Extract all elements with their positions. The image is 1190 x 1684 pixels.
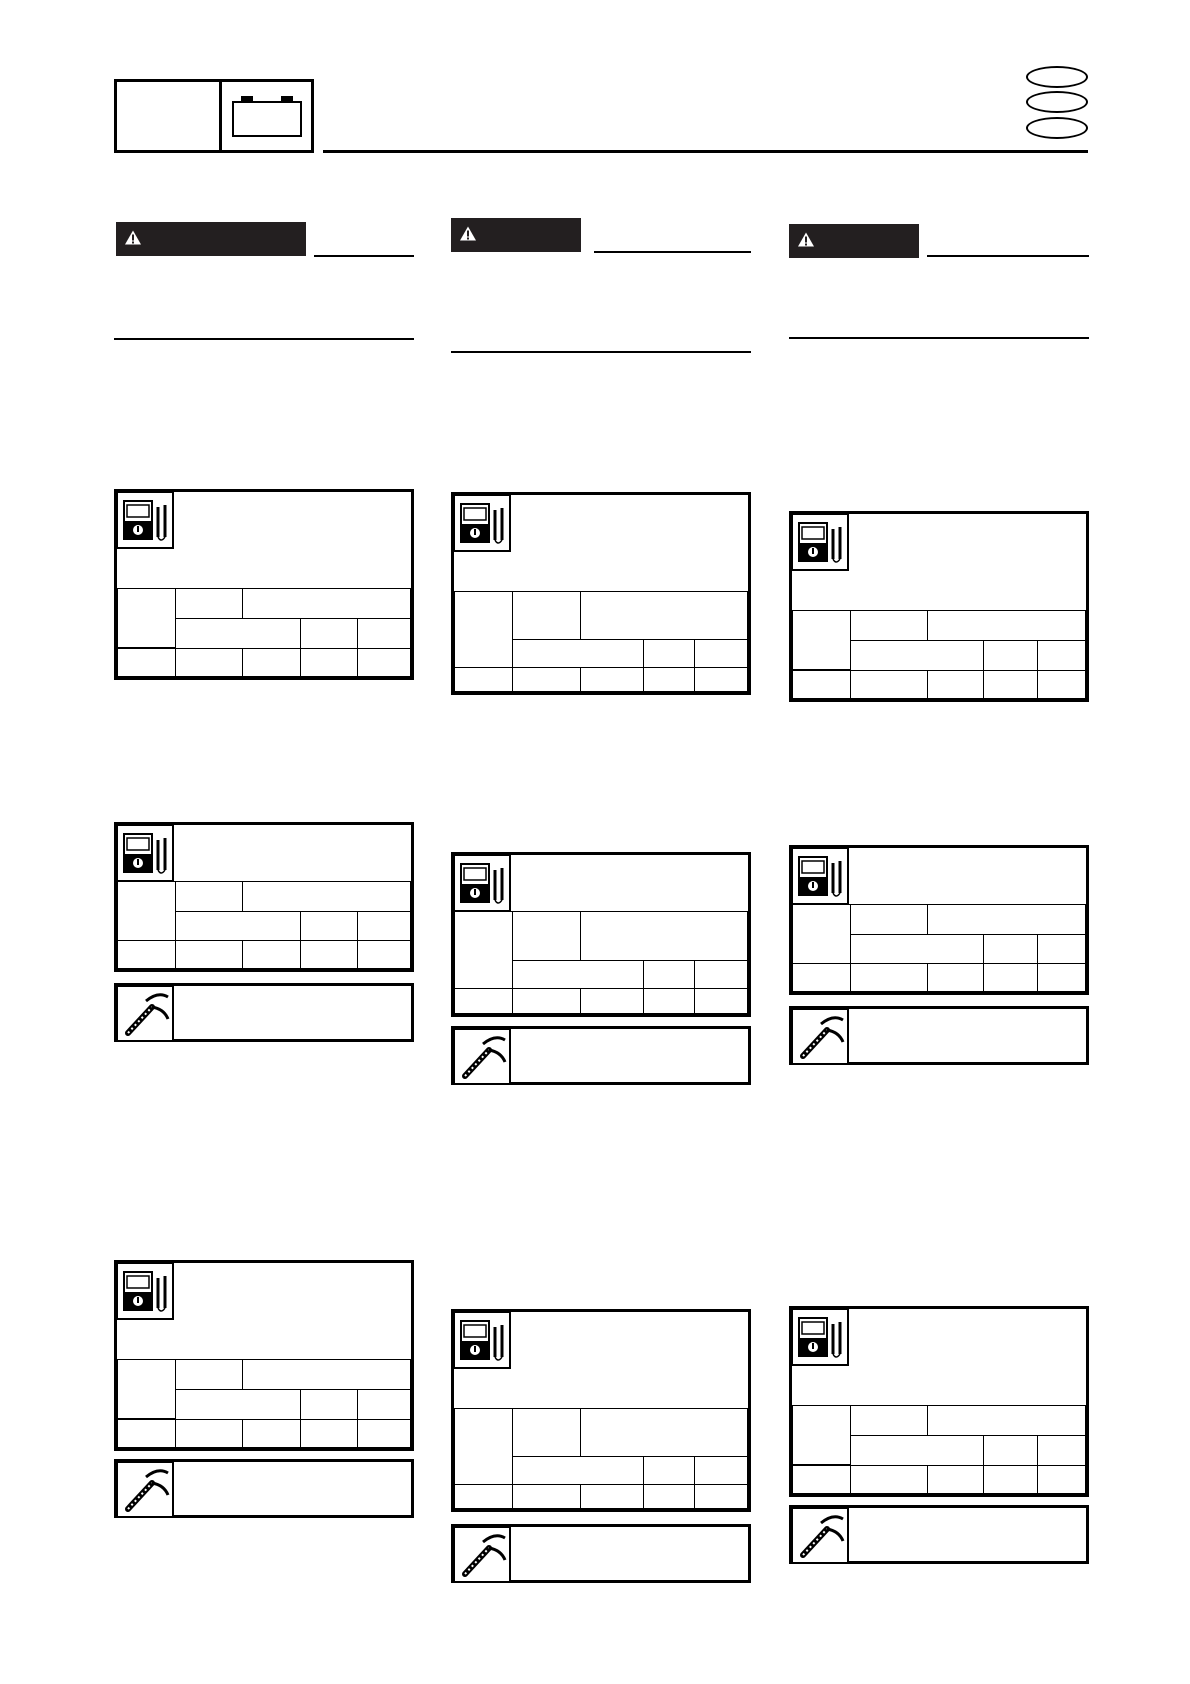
spec-cell xyxy=(927,963,984,992)
spec-cell xyxy=(983,963,1038,992)
spec-cell xyxy=(643,1484,695,1509)
tool-box xyxy=(114,983,414,1042)
spec-cell xyxy=(357,911,411,941)
spec-cell xyxy=(357,618,411,649)
battery-icon xyxy=(231,94,303,138)
spec-cell xyxy=(580,988,644,1014)
spec-cell xyxy=(117,588,176,648)
spec-cell xyxy=(580,1484,644,1509)
spec-cell xyxy=(850,963,928,992)
multimeter-icon xyxy=(453,1311,511,1369)
specification-box xyxy=(789,1306,1089,1497)
multimeter-icon xyxy=(116,824,174,882)
spec-cell xyxy=(1037,934,1086,964)
warning-bottom-rule xyxy=(789,337,1089,339)
multimeter-icon xyxy=(453,494,511,552)
spec-cell xyxy=(357,1389,411,1420)
spec-cell xyxy=(512,1456,644,1485)
spec-cell xyxy=(694,1484,748,1509)
spec-cell xyxy=(792,670,851,699)
spec-cell xyxy=(580,591,748,640)
spec-cell xyxy=(512,988,581,1014)
warning-label xyxy=(451,218,581,252)
tool-box xyxy=(451,1026,751,1085)
spec-cell xyxy=(512,960,644,989)
spec-cell xyxy=(850,1405,928,1436)
spec-cell xyxy=(927,904,1086,935)
spec-cell xyxy=(117,1419,176,1448)
warning-block xyxy=(789,224,1089,344)
spec-cell xyxy=(850,670,928,699)
spec-cell xyxy=(300,1389,358,1420)
spec-cell xyxy=(694,639,748,668)
spec-cell xyxy=(242,1359,411,1390)
spec-cell xyxy=(242,648,301,677)
specification-box xyxy=(789,511,1089,702)
spec-cell xyxy=(175,1389,301,1420)
spec-cell xyxy=(300,940,358,969)
spec-cell xyxy=(117,648,176,677)
warning-bottom-rule xyxy=(451,351,751,353)
wrench-icon xyxy=(453,1028,511,1085)
spec-cell xyxy=(792,610,851,670)
specification-box xyxy=(451,852,751,1017)
chapter-tab xyxy=(114,79,314,153)
spec-cell xyxy=(117,1359,176,1419)
spec-cell xyxy=(792,1405,851,1465)
spec-cell xyxy=(512,911,581,961)
tool-box xyxy=(789,1505,1089,1564)
spec-cell xyxy=(242,881,411,912)
spec-cell xyxy=(927,1405,1086,1436)
language-marker-3 xyxy=(1026,117,1088,139)
spec-cell xyxy=(580,1408,748,1457)
spec-cell xyxy=(850,904,928,935)
spec-cell xyxy=(175,618,301,649)
warning-top-rule xyxy=(314,255,414,257)
spec-cell xyxy=(175,881,243,912)
language-marker-1 xyxy=(1026,66,1088,88)
multimeter-icon xyxy=(791,513,849,571)
spec-cell xyxy=(1037,1435,1086,1466)
warning-top-rule xyxy=(594,251,751,253)
warning-triangle-icon xyxy=(459,226,477,245)
spec-cell xyxy=(850,1435,984,1466)
spec-cell xyxy=(512,639,644,668)
spec-cell xyxy=(175,588,243,619)
spec-cell xyxy=(643,639,695,668)
wrench-icon xyxy=(453,1526,511,1583)
spec-cell xyxy=(175,648,243,677)
spec-cell xyxy=(300,1419,358,1448)
specification-box xyxy=(451,492,751,695)
spec-cell xyxy=(850,934,984,964)
warning-top-rule xyxy=(927,255,1089,257)
spec-cell xyxy=(357,940,411,969)
spec-cell xyxy=(175,940,243,969)
wrench-icon xyxy=(116,985,174,1042)
tool-box xyxy=(451,1524,751,1583)
spec-cell xyxy=(850,1465,928,1494)
spec-cell xyxy=(850,640,984,671)
specification-box xyxy=(451,1309,751,1512)
spec-cell xyxy=(300,648,358,677)
spec-cell xyxy=(300,911,358,941)
spec-cell xyxy=(1037,1465,1086,1494)
wrench-icon xyxy=(791,1507,849,1564)
spec-cell xyxy=(983,670,1038,699)
tool-box xyxy=(789,1006,1089,1065)
chapter-divider xyxy=(219,82,222,150)
spec-cell xyxy=(850,610,928,641)
warning-label xyxy=(789,224,919,258)
specification-box xyxy=(114,1260,414,1451)
spec-cell xyxy=(792,1465,851,1494)
spec-cell xyxy=(643,1456,695,1485)
spec-cell xyxy=(117,940,176,969)
spec-cell xyxy=(357,1419,411,1448)
wrench-icon xyxy=(791,1008,849,1065)
spec-cell xyxy=(242,940,301,969)
spec-cell xyxy=(512,667,581,692)
spec-cell xyxy=(643,988,695,1014)
spec-cell xyxy=(454,1408,513,1485)
spec-cell xyxy=(242,588,411,619)
spec-cell xyxy=(454,667,513,692)
header-rule xyxy=(323,150,1088,153)
spec-cell xyxy=(512,1484,581,1509)
spec-cell xyxy=(694,667,748,692)
spec-cell xyxy=(792,904,851,964)
spec-cell xyxy=(1037,963,1086,992)
warning-bottom-rule xyxy=(114,338,414,340)
multimeter-icon xyxy=(791,1308,849,1366)
spec-cell xyxy=(580,667,644,692)
warning-triangle-icon xyxy=(797,232,815,251)
wrench-icon xyxy=(116,1461,174,1518)
spec-cell xyxy=(242,1419,301,1448)
warning-block xyxy=(451,218,751,354)
spec-cell xyxy=(454,1484,513,1509)
multimeter-icon xyxy=(116,1262,174,1320)
spec-cell xyxy=(983,640,1038,671)
language-marker-2 xyxy=(1026,91,1088,113)
spec-cell xyxy=(512,591,581,640)
spec-cell xyxy=(694,960,748,989)
specification-box xyxy=(114,489,414,680)
specification-box xyxy=(114,822,414,972)
spec-cell xyxy=(643,667,695,692)
spec-cell xyxy=(175,911,301,941)
spec-cell xyxy=(983,934,1038,964)
spec-cell xyxy=(792,963,851,992)
spec-cell xyxy=(175,1359,243,1390)
spec-cell xyxy=(175,1419,243,1448)
spec-cell xyxy=(643,960,695,989)
spec-cell xyxy=(927,670,984,699)
multimeter-icon xyxy=(453,854,511,912)
spec-cell xyxy=(454,911,513,989)
warning-label xyxy=(116,222,306,256)
spec-cell xyxy=(117,881,176,941)
spec-cell xyxy=(694,1456,748,1485)
spec-cell xyxy=(300,618,358,649)
spec-cell xyxy=(512,1408,581,1457)
warning-block xyxy=(114,222,414,342)
spec-cell xyxy=(983,1435,1038,1466)
spec-cell xyxy=(357,648,411,677)
spec-cell xyxy=(694,988,748,1014)
specification-box xyxy=(789,845,1089,995)
spec-cell xyxy=(580,911,748,961)
spec-cell xyxy=(454,988,513,1014)
tool-box xyxy=(114,1459,414,1518)
spec-cell xyxy=(1037,670,1086,699)
spec-cell xyxy=(927,1465,984,1494)
spec-cell xyxy=(1037,640,1086,671)
spec-cell xyxy=(454,591,513,668)
spec-cell xyxy=(983,1465,1038,1494)
warning-triangle-icon xyxy=(124,230,142,249)
multimeter-icon xyxy=(791,847,849,905)
multimeter-icon xyxy=(116,491,174,549)
spec-cell xyxy=(927,610,1086,641)
